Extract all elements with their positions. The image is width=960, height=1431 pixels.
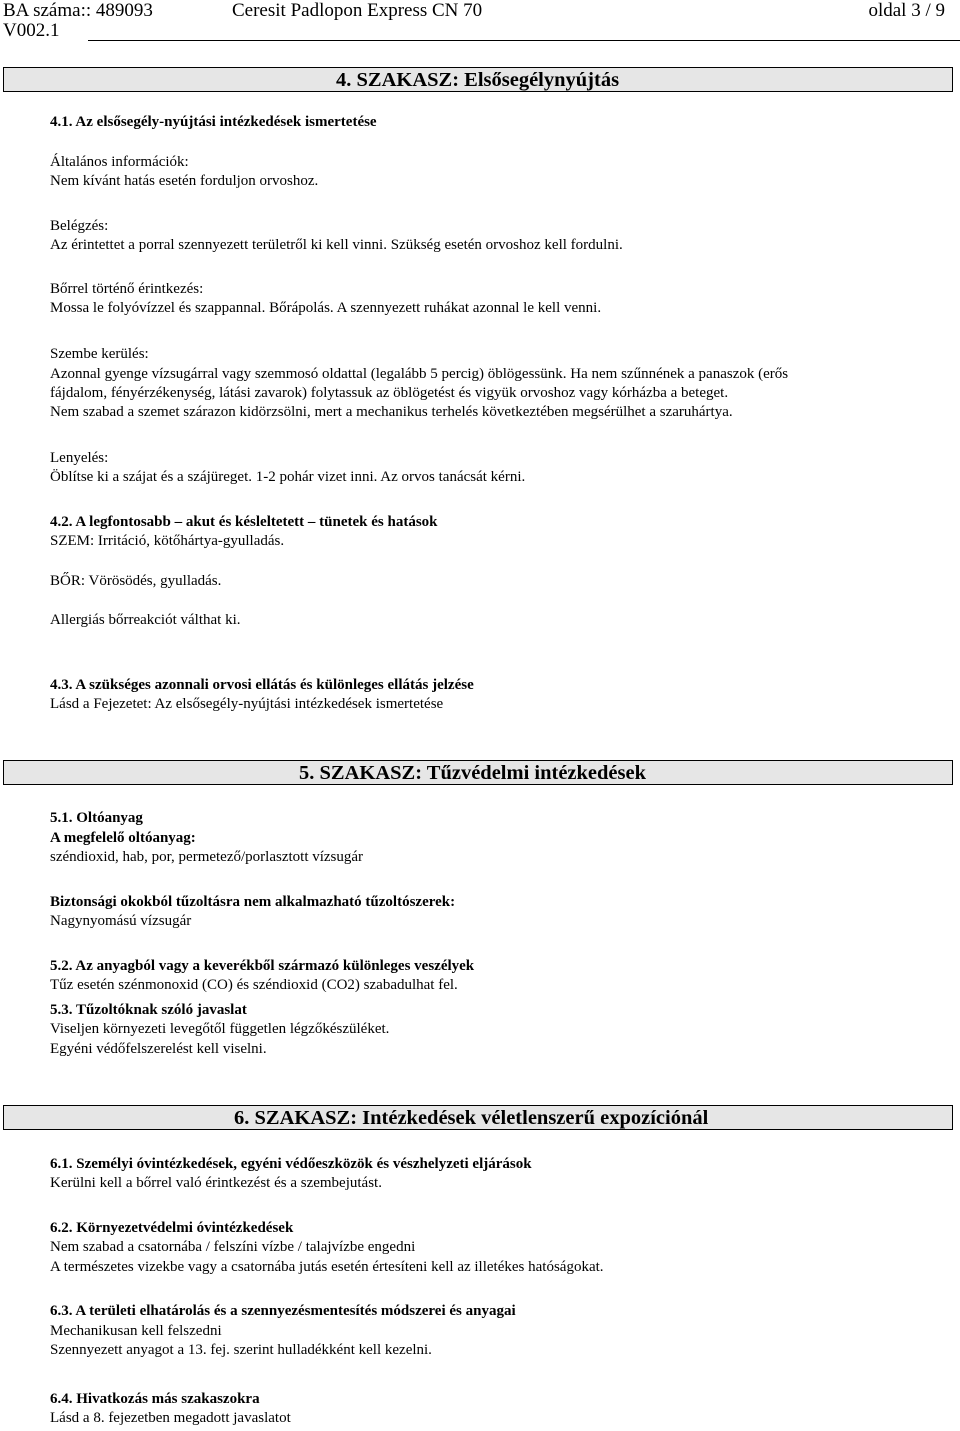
firefighter-advice-2: Egyéni védőfelszerelést kell viselni. (50, 1041, 267, 1057)
section-6-bar (3, 1105, 953, 1130)
version: V002.1 (3, 20, 60, 41)
eye-contact-text-2: fájdalom, fényérzékenység, látási zavarok) folytassuk az öblögetést és vigyük orvoshoz vagy kórházba a beteget. (50, 385, 729, 401)
section-6-title: 6. SZAKASZ: Intézkedések véletlenszerű expozíciónál (234, 1107, 709, 1129)
reference-text: Lásd a 8. fejezetben megadott javaslatot (50, 1410, 291, 1426)
section-5-title: 5. SZAKASZ: Tűzvédelmi intézkedések (299, 762, 646, 784)
page-number: oldal 3 / 9 (868, 0, 945, 21)
heading-4-3: 4.3. A szükséges azonnali orvosi ellátás és különleges ellátás jelzése (50, 677, 474, 693)
ingestion-label: Lenyelés: (50, 450, 109, 466)
unsuitable-media-label: Biztonsági okokból tűzoltásra nem alkalmazható tűzoltószerek: (50, 894, 456, 910)
section-5-bar (3, 760, 953, 785)
skin-contact-text: Mossa le folyóvízzel és szappannal. Bőrápolás. A szennyezett ruhákat azonnal le kell venni. (50, 300, 602, 316)
special-hazards-text: Tűz esetén szénmonoxid (CO) és széndioxid (CO2) szabadulhat fel. (50, 977, 458, 993)
suitable-media-label: A megfelelő oltóanyag: (50, 830, 196, 846)
heading-5-3: 5.3. Tűzoltóknak szóló javaslat (50, 1002, 247, 1018)
environmental-precautions-2: A természetes vizekbe vagy a csatornába jutás esetén értesíteni kell az illetékes hatóságokat. (50, 1259, 604, 1275)
heading-6-1: 6.1. Személyi óvintézkedések, egyéni védőeszközök és vészhelyzeti eljárások (50, 1156, 532, 1172)
unsuitable-media-text: Nagynyomású vízsugár (50, 913, 192, 929)
medical-attention-text: Lásd a Fejezetet: Az elsősegély-nyújtási intézkedések ismertetése (50, 696, 444, 712)
section-4-title: 4. SZAKASZ: Elsősegélynyújtás (336, 69, 620, 91)
containment-text-2: Szennyezett anyagot a 13. fej. szerint hulladékként kell kezelni. (50, 1342, 432, 1358)
section-4-bar (3, 67, 953, 92)
eye-contact-label: Szembe kerülés: (50, 346, 149, 362)
heading-6-3: 6.3. A területi elhatárolás és a szennyezésmentesítés módszerei és anyagai (50, 1303, 516, 1319)
general-info-text: Nem kívánt hatás esetén forduljon orvoshoz. (50, 173, 319, 189)
heading-4-2: 4.2. A legfontosabb – akut és késleltetett – tünetek és hatások (50, 514, 438, 530)
symptom-allergy: Allergiás bőrreakciót válthat ki. (50, 612, 241, 628)
heading-5-1: 5.1. Oltóanyag (50, 810, 143, 826)
eye-contact-text-1: Azonnal gyenge vízsugárral vagy szemmosó oldattal (legalább 5 percig) öblögessünk. Ha nem szűnnének a panaszok (erős (50, 366, 789, 382)
heading-4-1: 4.1. Az elsősegély-nyújtási intézkedések ismertetése (50, 114, 377, 130)
symptom-eye: SZEM: Irritáció, kötőhártya-gyulladás. (50, 533, 285, 549)
page-header (0, 0, 960, 44)
inhalation-text: Az érintettet a porral szennyezett területről ki kell vinni. Szükség esetén orvoshoz kell fordulni. (50, 237, 623, 253)
heading-5-2: 5.2. Az anyagból vagy a keverékből származó különleges veszélyek (50, 958, 475, 974)
general-info-label: Általános információk: (50, 154, 189, 170)
inhalation-label: Belégzés: (50, 218, 109, 234)
document-number: BA száma:: 489093 (3, 0, 153, 21)
heading-6-2: 6.2. Környezetvédelmi óvintézkedések (50, 1220, 294, 1236)
suitable-media-text: széndioxid, hab, por, permetező/porlasztott vízsugár (50, 849, 364, 865)
header-rule (88, 40, 960, 41)
containment-text-1: Mechanikusan kell felszedni (50, 1323, 222, 1339)
environmental-precautions-1: Nem szabad a csatornába / felszíni vízbe / talajvízbe engedni (50, 1239, 416, 1255)
skin-contact-label: Bőrrel történő érintkezés: (50, 281, 204, 297)
ingestion-text: Öblítse ki a szájat és a szájüreget. 1-2 pohár vizet inni. Az orvos tanácsát kérni. (50, 469, 526, 485)
product-name: Ceresit Padlopon Express CN 70 (232, 0, 483, 21)
symptom-skin: BŐR: Vörösödés, gyulladás. (50, 573, 222, 589)
heading-6-4: 6.4. Hivatkozás más szakaszokra (50, 1391, 260, 1407)
personal-precautions-text: Kerülni kell a bőrrel való érintkezést és a szembejutást. (50, 1175, 382, 1191)
firefighter-advice-1: Viseljen környezeti levegőtől független légzőkészüléket. (50, 1021, 390, 1037)
eye-contact-text-3: Nem szabad a szemet szárazon kidörzsölni, mert a mechanikus terhelés következtében megsérülhet a szaruhártya. (50, 404, 733, 420)
